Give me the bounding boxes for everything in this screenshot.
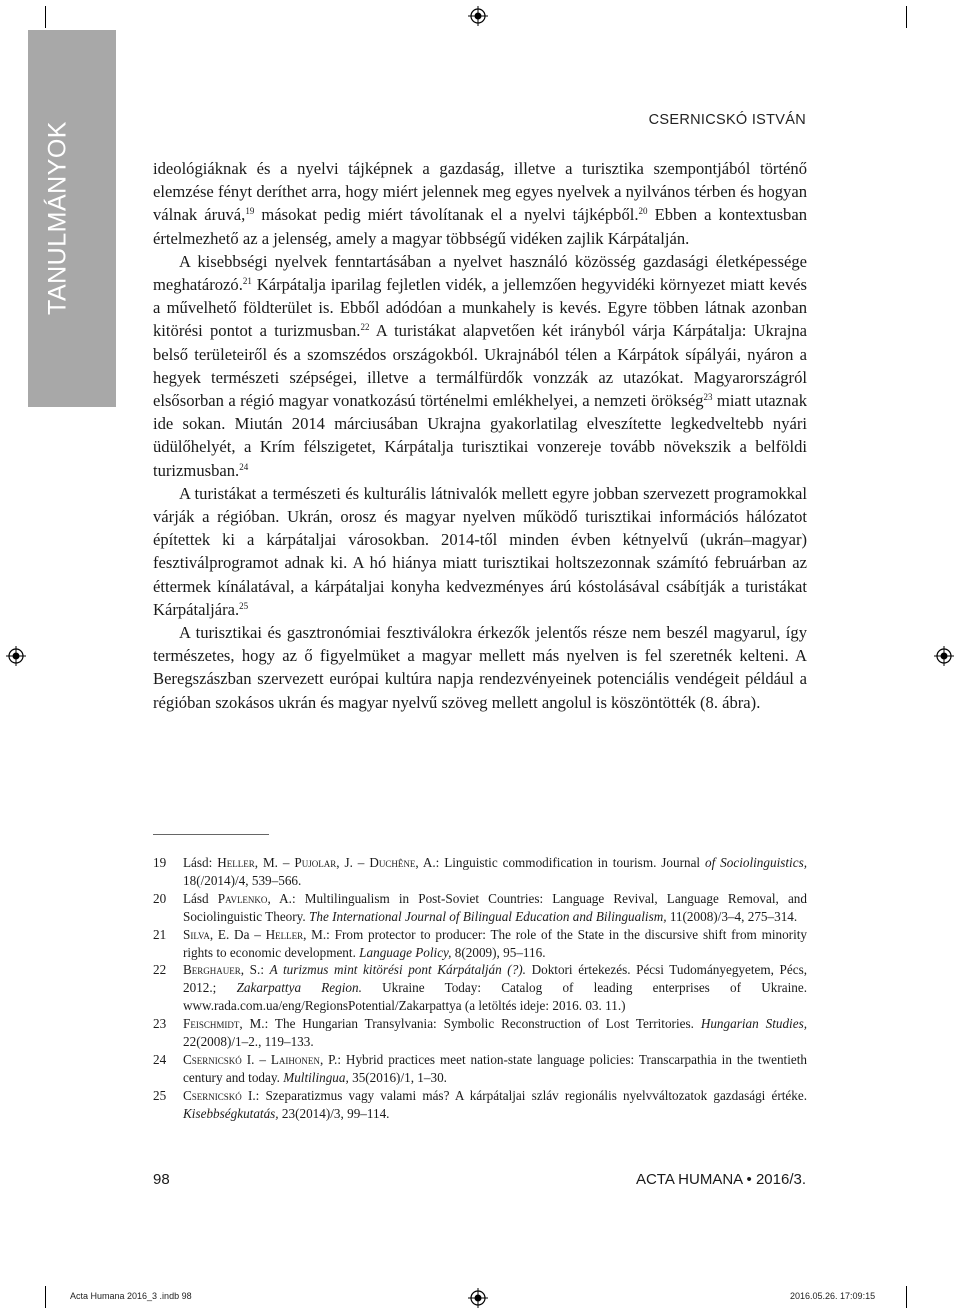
footnote-text: Lásd: Heller, M. – Pujolar, J. – Duchêne, A.: Linguistic commodification in tourism. Journal of Sociolinguistics, 18(/2014)/4, 539–566. [183, 855, 807, 888]
journal-footer: ACTA HUMANA • 2016/3. [635, 1171, 806, 1188]
footnote-rule [153, 834, 269, 835]
footnotes [153, 854, 807, 1123]
running-header-author: CSERNICSKÓ ISTVÁN [648, 112, 806, 128]
footnote [153, 1051, 807, 1087]
footnote-text: Csernicskó I.: Szeparatizmus vagy valami más? A kárpátaljai szláv regionális nyelvváltozatok gazdasági értéke. Kisebbségkutatás, 23(2014)/3, 99–114. [183, 1087, 807, 1121]
footnote-number: 21 [153, 926, 167, 942]
body-text [153, 157, 807, 714]
registration-mark-icon [468, 1288, 488, 1308]
registration-mark-icon [934, 646, 954, 666]
footnote [153, 854, 807, 890]
registration-mark-icon [468, 6, 488, 26]
footnote-text: Csernicskó I. – Laihonen, P.: Hybrid practices meet nation-state language policies: Transcarpathia in the twentieth century and today. Multilingua, 35(2016)/1, 1–30. [183, 1051, 807, 1085]
footnote [153, 1015, 807, 1051]
footnote-number: 20 [153, 890, 167, 906]
footnote-number: 24 [153, 1051, 167, 1067]
print-slug-file: Acta Humana 2016_3 .indb 98 [70, 1291, 192, 1301]
crop-mark [906, 6, 907, 28]
footnote-text: Feischmidt, M.: The Hungarian Transylvania: Symbolic Reconstruction of Lost Territories. Hungarian Studies, 22(2008)/1–2., 119–133. [183, 1016, 807, 1050]
crop-mark [906, 1286, 907, 1308]
print-slug-date: 2016.05.26. 17:09:15 [790, 1291, 876, 1301]
footnote-text: Lásd Pavlenko, A.: Multilingualism in Post-Soviet Countries: Language Revival, Language Removal, and Sociolinguistic Theory. The International Journal of Bilingual Education and Bilingualism, 11(2008)/3–4, 275–314. [183, 890, 807, 924]
paragraph: A kisebbségi nyelvek fenntartásában a nyelvet használó közösség gazdasági életképessége meghatározó.$^{21}$ Kárpátalja iparilag fejletlen vidék, a jellemzően hegyvidéki környezet miatt kevés a művelhető földterület is. Ebből adódóan a munkahely is kevés. Egyre többen látnak azonban kitörési pontot a turizmusban.$^{22}$ A turistákat alapvetően két irányból várja Kárpátalja: Ukrajna belső területeiről és a szomszédos országokból. Ukrajnából télen a Kárpátok sípályái, nyáron a hegyek természeti szépségei, illetve a termálfürdők vonzzák az utazókat. Magyarországról elsősorban a régió magyar vonatkozású történelmi emlékhelyei, a nemzeti örökség$^{23}$ miatt utaznak ide sokan. Miután 2014 márciusában Ukrajna gyakorlatilag elveszítette legkedveltebb nyári üdülőhelyét, a Krím félszigetet, Kárpátalja turisztikai vonzereje tovább növekszik a belföldi turizmusban.$^{24}$ [153, 251, 807, 480]
footnote-number: 23 [153, 1016, 167, 1032]
footnote [153, 926, 807, 962]
footnote-number: 19 [153, 855, 167, 870]
crop-mark [45, 1286, 46, 1308]
registration-mark-icon [6, 646, 26, 666]
paragraph: ideológiáknak és a nyelvi tájképnek a gazdaság, illetve a turisztika szempontjából történő elemzése fényt deríthet arra, hogy miért jelennek meg egyes nyelvek a nyilvános térben és hogyan válnak áruvá,$^{19}$ másokat pedig miért távolítanak el a nyelvi tájképből.$^{20}$ Ebben a kontextusban értelmezhető az a jelenség, amely a magyar többségű vidéken zajlik Kárpátalján. [153, 159, 807, 248]
footnote [153, 890, 807, 926]
page-number: 98 [153, 1171, 170, 1188]
footnote-number: 25 [153, 1087, 167, 1103]
footnote-text: Berghauer, S.: A turizmus mint kitörési pont Kárpátalján (?). Doktori értekezés. Pécsi Tudományegyetem, Pécs, 2012.; Zakarpattya Region. Ukraine Today: Catalog of leading enterprises of Ukraine. www.rada.com.ua/eng/RegionsPotential/Zakarpattya (a letöltés ideje: 2016. 03. 11.) [183, 962, 808, 1014]
footnote [153, 1087, 807, 1123]
crop-mark [45, 6, 46, 28]
section-side-tab-label: TANULMÁNYOK [43, 121, 72, 315]
paragraph: A turistákat a természeti és kulturális látnivalók mellett egyre jobban szervezett programokkal várják a régióban. Ukrán, orosz és magyar nyelven működő turisztikai információs hálózatot építettek ki a kárpátaljai városokban. 2014-től minden évben kétnyelvű (ukrán–magyar) fesztiválprogramot adnak ki. A hó hiánya miatt turisztikai holtszezonnak számító februárban az éttermek kínálatával, a kárpátaljai konyha kedvezményes árú kóstolásával csábítják a turistákat Kárpátaljára.$^{25}$ [153, 483, 807, 619]
footnote-number: 22 [153, 962, 167, 978]
paragraph: A turisztikai és gasztronómiai fesztiválokra érkezők jelentős része nem beszél magyarul, így természetes, hogy az ő figyelmüket a magyar mellett más nyelven is fel szeretnék kelteni. A Beregszászban szervezett európai kultúra napja rendezvényeinek potenciális vendégeit például a régióban szokásos ukrán és magyar nyelvű szöveg mellett angolul is köszöntötték (8. ábra). [153, 623, 807, 712]
footnote [153, 961, 807, 1015]
footnote-text: Silva, E. Da – Heller, M.: From protector to producer: The role of the State in the discursive shift from minority rights to economic development. Language Policy, 8(2009), 95–116. [183, 926, 807, 960]
